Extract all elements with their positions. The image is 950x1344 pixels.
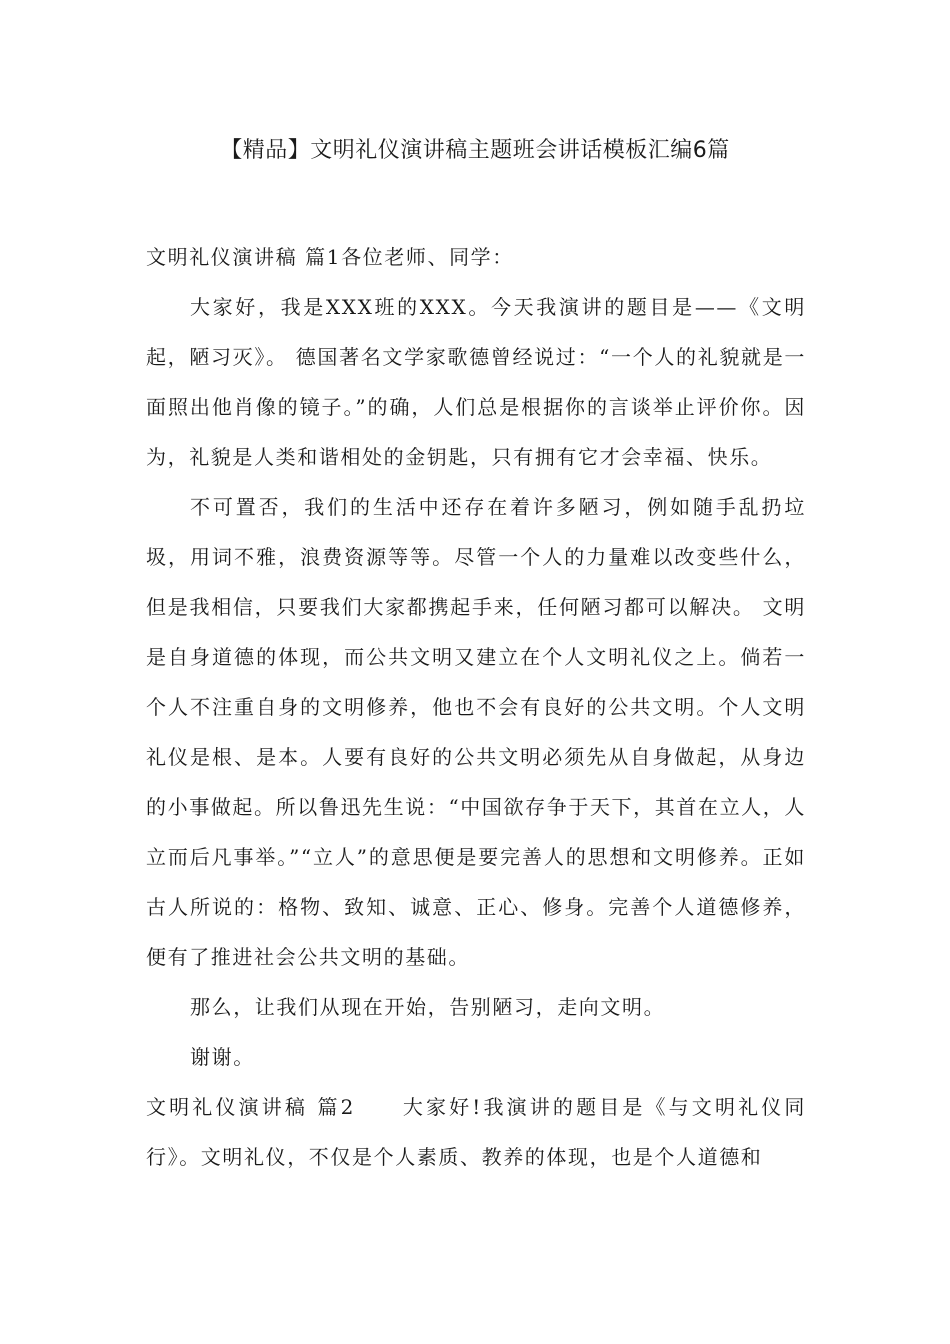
paragraph: 那么，让我们从现在开始，告别陋习，走向文明。 — [190, 995, 666, 1019]
paragraph: 谢谢。 — [190, 1045, 255, 1069]
document-body — [146, 232, 806, 1182]
section-heading-2: 文明礼仪演讲稿 篇2 大家好!我演讲的题目是《与文明礼仪同行》。文明礼仪，不仅是个人素质、教养的体现，也是个人道德和 — [146, 1095, 806, 1169]
paragraph: 大家好，我是XXX班的XXX。今天我演讲的题目是——《文明起，陋习灭》。 德国著名文学家歌德曾经说过：“一个人的礼貌就是一面照出他肖像的镜子。”的确，人们总是根据你的言谈举止评价你。因为，礼貌是人类和谐相处的金钥匙，只有拥有它才会幸福、快乐。 — [146, 295, 806, 469]
document-title: 【精品】文明礼仪演讲稿主题班会讲话模板汇编6篇 — [220, 138, 730, 163]
section-heading-1: 文明礼仪演讲稿 篇1各位老师、同学： — [146, 245, 514, 269]
paragraph: 不可置否，我们的生活中还存在着许多陋习，例如随手乱扔垃圾，用词不雅，浪费资源等等。尽管一个人的力量难以改变些什么，但是我相信，只要我们大家都携起手来，任何陋习都可以解决。 文明是自身道德的体现，而公共文明又建立在个人文明礼仪之上。倘若一个人不注重自身的文明修养，他也不会有良好的公共文明。个人文明礼仪是根、是本。人要有良好的公共文明必须先从自身做起，从身边的小事做起。所以鲁迅先生说：“中国欲存争于天下，其首在立人，人立而后凡事举。”“立人”的意思便是要完善人的思想和文明修养。正如古人所说的：格物、致知、诚意、正心、修身。完善个人道德修养，便有了推进社会公共文明的基础。 — [146, 495, 806, 969]
